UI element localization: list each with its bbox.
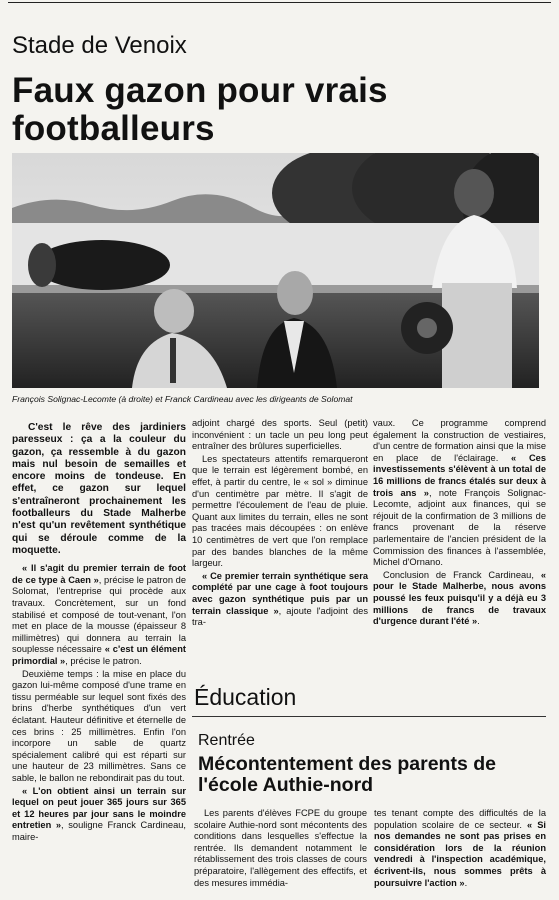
section-title: Éducation	[194, 684, 297, 710]
article-column-3	[373, 418, 546, 629]
body-text: .	[477, 616, 480, 627]
body-paragraph	[12, 786, 186, 844]
photo-caption: François Solignac-Lecomte (à droite) et Franck Cardineau avec les dirigeants de Solomat	[12, 394, 353, 404]
top-rule	[8, 2, 551, 3]
body-paragraph	[373, 570, 546, 628]
body-text: , ajoute l'adjoint des tra-	[192, 605, 369, 628]
article-column-2	[192, 418, 368, 630]
body-text: Conclusion de Franck Cardineau,	[383, 569, 534, 580]
body-text: , souligne Franck Cardineau, maire-	[12, 820, 186, 842]
body-paragraph	[192, 571, 368, 629]
quote-text: « pour le Stade Malherbe, nous avons poussé les feux puisqu'il y a déjà eu 3 millions de francs de travaux d'urgence durant l'été »	[373, 569, 546, 627]
body-text: , note François Solignac-Lecomte, adjoint aux finances, qui se réjouit de la confirmation de 3 millions de francs provenant de la réserve parlementaire de l'ancien président de la Commission des finances à l'assemblée, Michel d'Ornano.	[373, 487, 546, 568]
body-text: , précise le patron de Solomat, l'entreprise qui procède aux travaux. Concrètement, sur un fond stabilisé et composé de tout-venant, l'on met en place de la mousse (épaisseur 8 millimètres) qui donnera au terrain la souplesse nécessaire	[12, 574, 187, 655]
body-text: , précise le patron.	[65, 656, 142, 667]
body-paragraph	[374, 808, 546, 889]
article-kicker: Stade de Venoix	[12, 32, 187, 59]
article-headline: Mécontentement des parents de l'école Authie-nord	[198, 753, 496, 796]
article-headline: Faux gazon pour vrais footballeurs	[12, 71, 388, 148]
article-column-1	[12, 422, 186, 845]
body-paragraph	[12, 563, 186, 667]
quote-text: « c'est un élément primordial »	[12, 644, 186, 667]
section-rule	[192, 716, 546, 717]
quote-text: « Ce premier terrain synthétique sera complété par une cage à foot toujours avec gazon synthétique puis par un terrain classique »	[192, 570, 368, 616]
lead-paragraph: C'est le rêve des jardiniers paresseux : ça a la couleur du gazon, ça ressemble à du gazon mais nul besoin de semailles et encore moins de tondeuse. En effet, ce gazon sur lequel s'entraîneront prochainement les footballeurs du Stade Malherbe n'est qu'un revêtement synthétique qui se déroule comme de la moquette.	[12, 422, 186, 556]
body-paragraph: Deuxième temps : la mise en place du gazon lui-même composé d'une trame en tissu perméable sur lequel sont fixés des brins d'herbe synthétiques d'un vert éclatant. Hauteur définitive et éternelle de ces brins : 25 millimètres. Enfin l'on incorpore un sable de quartz spécialement calibré qui est réparti sur une hauteur de 23 millimètres. Sans ce sable, le ballon ne rebondirait pas du tout.	[12, 668, 186, 783]
body-text: tes tenant compte des difficultés de la population scolaire de ce secteur.	[374, 808, 546, 830]
body-text: .	[464, 877, 468, 888]
body-text: vaux. Ce programme comprend également la construction de vestiaires, d'un centre de formation ainsi que la mise en place de l'éclairage.	[373, 418, 546, 463]
body-paragraph: adjoint chargé des sports. Seul (petit) inconvénient : un tacle un peu long peut entraîner des brûlures superficielles.	[192, 418, 368, 452]
quote-text: « Il s'agit du premier terrain de foot de ce type à Caen »	[12, 563, 186, 585]
article-photo	[12, 153, 539, 388]
body-paragraph: Les spectateurs attentifs remarqueront que le terrain est légèrement bombé, en effet, à partir du centre, le « sol » diminue d'un centimètre par mètre. Il s'agit de permettre l'écoulement de l'eau de pluie. Quant aux limites du terrain, elles ne sont pas tracées mais découpées : on enlève 10 centimètres de vert que l'on remplace par des bandes blanches de la même largeur.	[192, 453, 368, 569]
body-paragraph: Les parents d'élèves FCPE du groupe scolaire Authie-nord sont mécontents des conditions dans lesquelles s'effectue la rentrée. Ils demandent notamment le rétablissement des trois classes de cours préparatoire, l'allègement des effectifs, et des mesures immédia-	[194, 808, 367, 888]
body-paragraph	[373, 418, 546, 569]
quote-text: « Si nos demandes ne sont pas prises en considération lors de la réunion vendredi à l'inspection académique, écrivent-ils, nous sommes prêts à poursuivre l'action »	[374, 819, 546, 888]
article-column-5	[374, 808, 546, 890]
article-column-4	[194, 808, 367, 890]
quote-text: « L'on obtient ainsi un terrain sur lequel on peut jouer 365 jours sur 365 et 12 heures par jour sans le moindre entretien »	[12, 785, 186, 831]
article-kicker: Rentrée	[198, 732, 255, 749]
quote-text: « Ces investissements s'élèvent à un total de 16 millions de francs étalés sur deux à trois ans »	[373, 452, 546, 498]
